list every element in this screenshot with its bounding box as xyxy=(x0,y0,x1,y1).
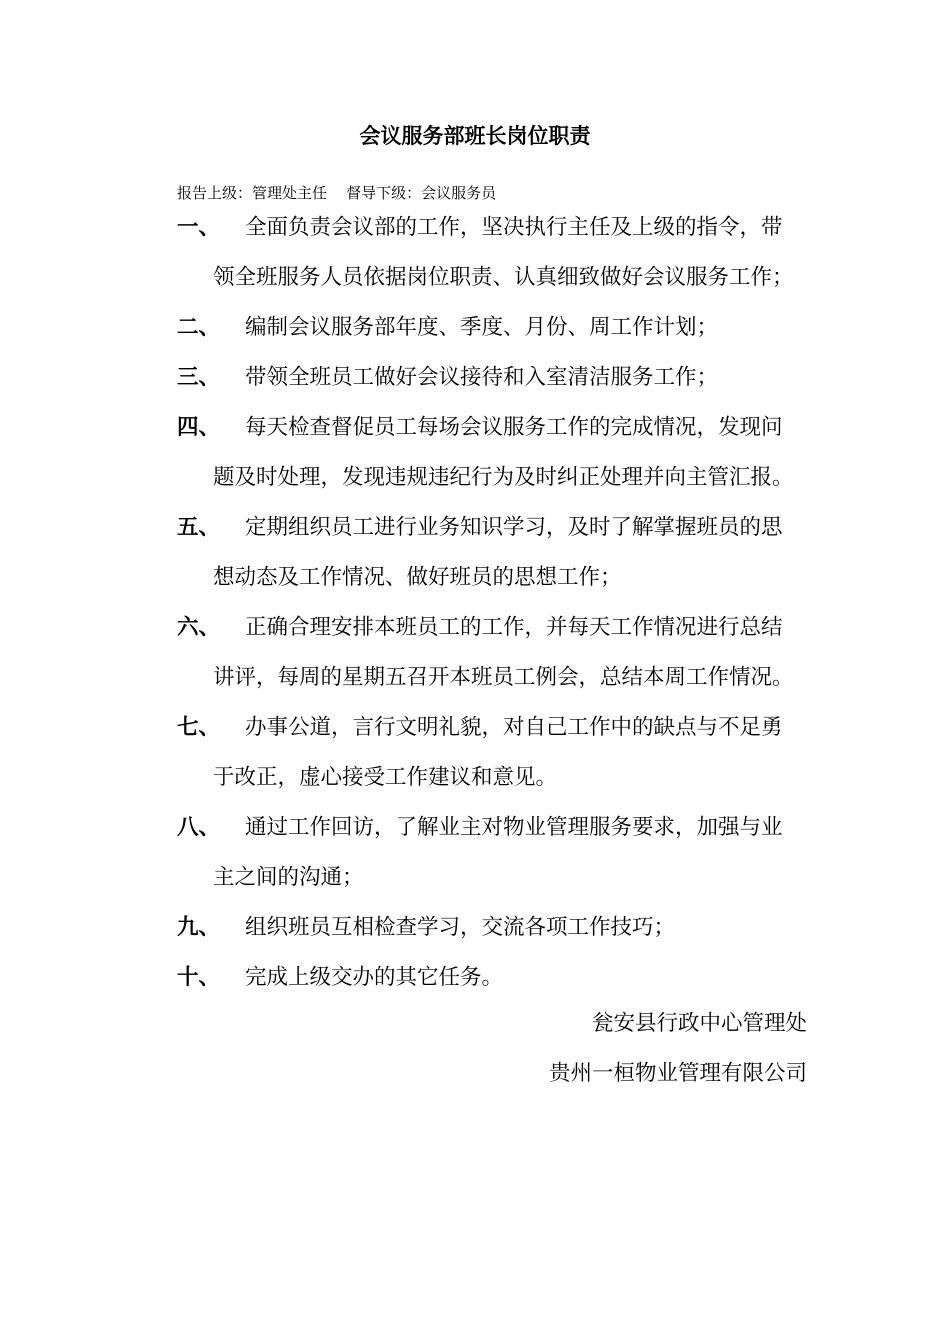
duty-item-text-line: 组织班员互相检查学习，交流各项工作技巧； xyxy=(245,915,676,940)
duty-item xyxy=(177,703,817,803)
duty-item-text-line: 于改正，虚心接受工作建议和意见。 xyxy=(213,765,558,790)
signature-org-2: 贵州一桓物业管理有限公司 xyxy=(548,1061,807,1086)
duty-item-text-line: 每天检查督促员工每场会议服务工作的完成情况，发现问 xyxy=(245,415,783,440)
reporting-line: 报告上级：管理处主任 督导下级：会议服务员 xyxy=(177,184,497,202)
duty-item-text-line: 办事公道，言行文明礼貌，对自己工作中的缺点与不足勇 xyxy=(245,715,783,740)
duty-item-number: 四、 xyxy=(177,415,221,440)
duty-list xyxy=(177,203,817,1003)
duty-item-text-line: 主之间的沟通； xyxy=(213,865,364,890)
duty-item-number: 五、 xyxy=(177,515,221,540)
duty-item-text-line: 定期组织员工进行业务知识学习，及时了解掌握班员的思 xyxy=(245,515,783,540)
signature-org-1: 瓮安县行政中心管理处 xyxy=(591,1011,807,1036)
duty-item-text-line: 讲评，每周的星期五召开本班员工例会，总结本周工作情况。 xyxy=(213,665,794,690)
duty-item xyxy=(177,403,817,503)
duty-item xyxy=(177,353,817,403)
duty-item xyxy=(177,303,817,353)
duty-item-text-line: 带领全班员工做好会议接待和入室清洁服务工作； xyxy=(245,365,719,390)
duty-item-number: 一、 xyxy=(177,215,221,240)
duty-item xyxy=(177,903,817,953)
duty-item xyxy=(177,603,817,703)
duty-item-text-line: 题及时处理，发现违规违纪行为及时纠正处理并向主管汇报。 xyxy=(213,465,794,490)
duty-item-number: 十、 xyxy=(177,965,221,990)
duty-item xyxy=(177,803,817,903)
duty-item-number: 七、 xyxy=(177,715,221,740)
duty-item xyxy=(177,953,817,1003)
duty-item-text-line: 想动态及工作情况、做好班员的思想工作； xyxy=(213,565,622,590)
duty-item-number: 二、 xyxy=(177,315,221,340)
duty-item-number: 三、 xyxy=(177,365,221,390)
duty-item-number: 八、 xyxy=(177,815,221,840)
duty-item-number: 九、 xyxy=(177,915,221,940)
duty-item-text-line: 领全班服务人员依据岗位职责、认真细致做好会议服务工作； xyxy=(213,265,794,290)
page-title: 会议服务部班长岗位职责 xyxy=(359,124,591,148)
duty-item xyxy=(177,203,817,303)
duty-item-text-line: 全面负责会议部的工作，坚决执行主任及上级的指令，带 xyxy=(245,215,783,240)
duty-item-text-line: 通过工作回访，了解业主对物业管理服务要求，加强与业 xyxy=(245,815,783,840)
duty-item-number: 六、 xyxy=(177,615,221,640)
duty-item xyxy=(177,503,817,603)
duty-item-text-line: 编制会议服务部年度、季度、月份、周工作计划； xyxy=(245,315,719,340)
duty-item-text-line: 正确合理安排本班员工的工作，并每天工作情况进行总结 xyxy=(245,615,783,640)
duty-item-text-line: 完成上级交办的其它任务。 xyxy=(245,965,504,990)
